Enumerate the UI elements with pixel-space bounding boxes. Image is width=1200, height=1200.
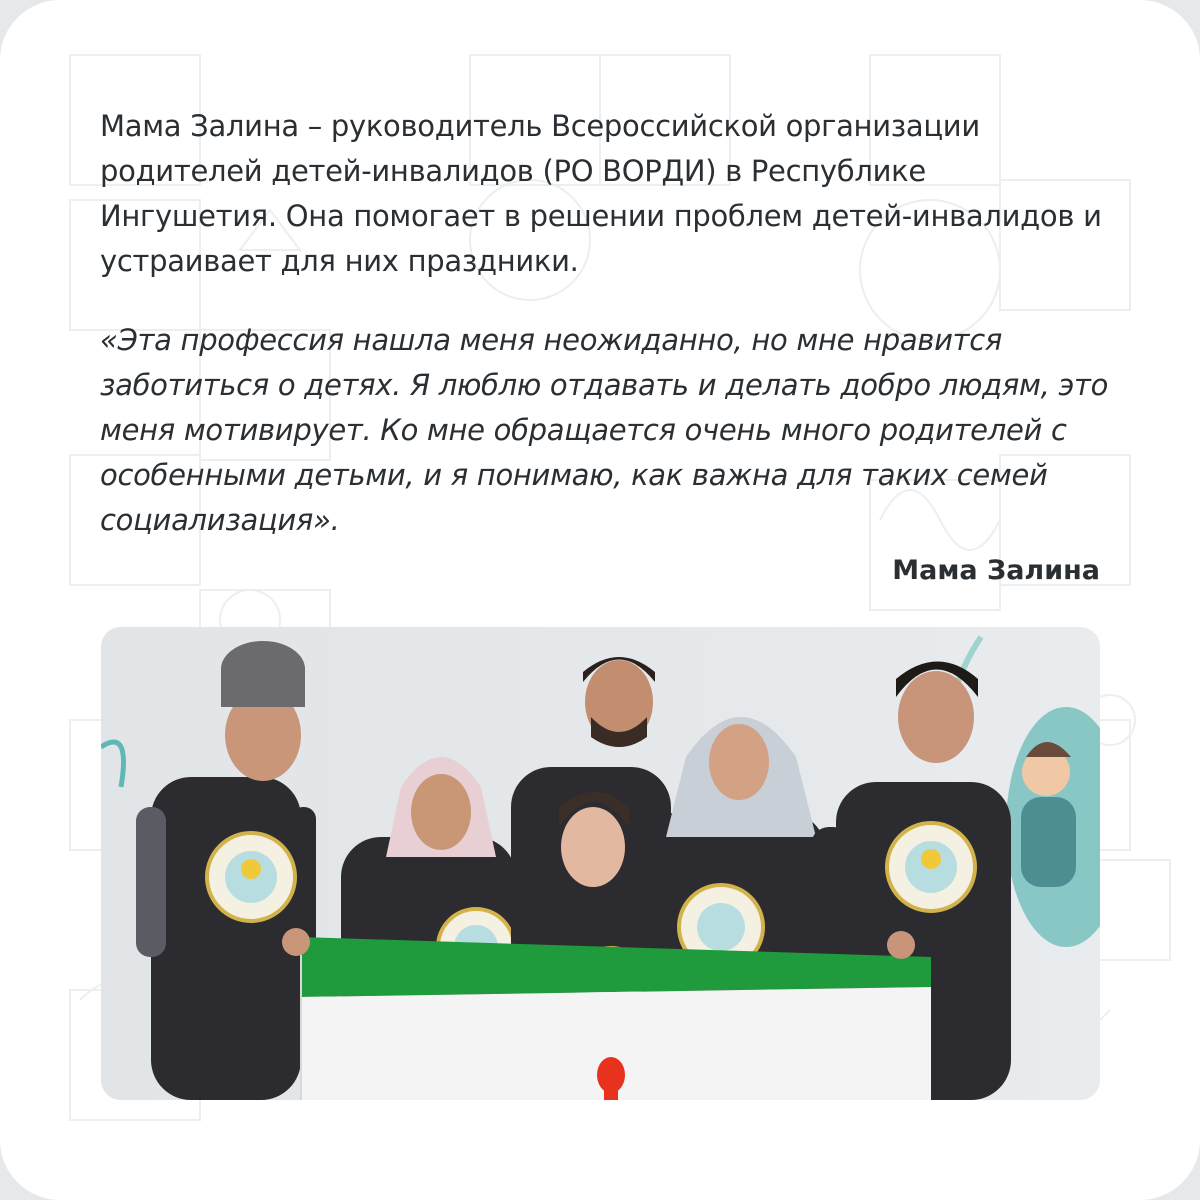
ingushetia-flag	[301, 937, 931, 1100]
intro-paragraph: Мама Залина – руководитель Всероссийской организации родителей детей-инвалидов (РО ВОРДИ) в Республике Ингушетия. Она помогает в решении проблем детей-инвалидов и устраивает для них праздники.	[100, 109, 1102, 278]
quote-paragraph: «Эта профессия нашла меня неожиданно, но мне нравится заботиться о детях. Я люблю отдавать и делать добро людям, это меня мотивирует. Ко мне обращается очень много родителей с особенными детьми, и я понимаю, как важна для таких семей социализация».	[100, 323, 1109, 537]
family-photo	[101, 627, 1100, 1100]
quote-author: Мама Залина	[892, 555, 1100, 586]
